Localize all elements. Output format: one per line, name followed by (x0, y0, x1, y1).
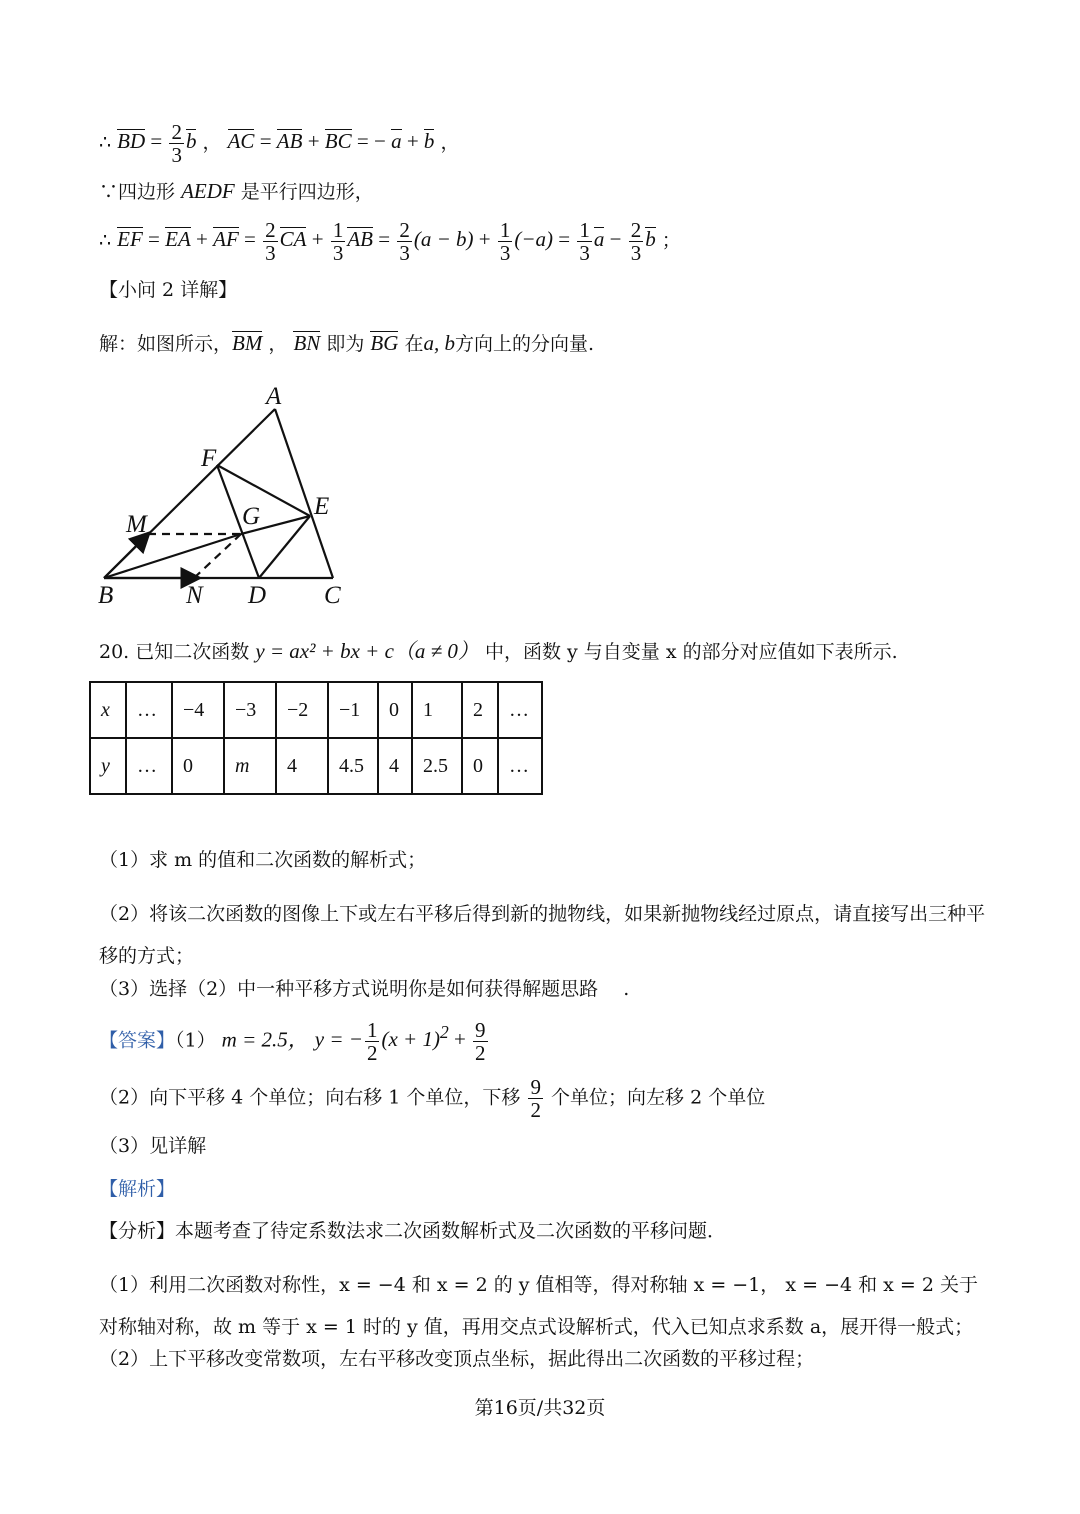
analysis-1: 【分析】本题考查了待定系数法求二次函数解析式及二次函数的平移问题． (99, 1220, 727, 1242)
comma: ， (202, 131, 222, 154)
analysis-3: （2）上下平移改变常数项，左右平移改变顶点坐标，据此得出二次函数的平移过程； (99, 1348, 815, 1370)
table-row-y (90, 738, 542, 794)
table-cell: … (126, 682, 172, 738)
frac-1-2: $\frac{1}{2}$ (366, 1018, 378, 1066)
minus: − (609, 227, 622, 252)
side-ab (104, 409, 275, 578)
frac-1-3: $\frac{1}{3}$ (499, 218, 511, 266)
label-a: A (266, 383, 282, 410)
frac-1-3: $\frac{1}{3}$ (332, 218, 344, 266)
label-b: B (98, 582, 114, 609)
label-f: F (201, 445, 217, 472)
x-plus-1: (x + 1) (381, 1027, 440, 1052)
line-ef (99, 219, 681, 264)
frac-1-3: $\frac{1}{3}$ (579, 218, 590, 266)
table-cell: … (126, 738, 172, 794)
page-footer: 第16页/共32页 (474, 1397, 606, 1419)
answer-tag: 【答案】 (99, 1029, 176, 1052)
side-ac (275, 409, 333, 578)
table-cell: 0 (378, 682, 412, 738)
vec-bg: BG (370, 331, 399, 355)
because-text: ∵四边形 (99, 181, 176, 203)
quad-name: AEDF (181, 179, 235, 203)
therefore-sign: ∴ (99, 229, 112, 252)
q20-pre: 20. 已知二次函数 (99, 641, 250, 663)
plus: + (307, 129, 320, 154)
y-eq: y = − (314, 1027, 363, 1052)
frac-2-3: $\frac{2}{3}$ (630, 218, 642, 266)
sub2-mid: 即为 (326, 333, 365, 355)
eq: = (150, 129, 163, 154)
table-cell: m (224, 738, 276, 794)
eq: = (378, 227, 391, 252)
table-cell: −1 (328, 682, 378, 738)
quadratic-expr: y = ax² + bx + c（a ≠ 0） (255, 639, 479, 663)
label-c: C (324, 582, 341, 609)
question-20 (99, 641, 898, 662)
table-cell: 4.5 (328, 738, 378, 794)
vec-bd: BD (117, 129, 146, 154)
line-bd-ac (99, 121, 459, 166)
vec-ca: CA (279, 227, 307, 252)
frac-2-3: $\frac{2}{3}$ (265, 218, 276, 266)
vec-ab: AB (276, 129, 303, 154)
vec-af: AF (213, 227, 239, 252)
eq: = (148, 227, 160, 252)
analysis-tag: 【解析】 (99, 1178, 176, 1200)
table-cell: … (498, 682, 542, 738)
segment-gn-dashed (194, 534, 241, 578)
table-cell: −2 (276, 682, 328, 738)
q20-post: 中，函数 y 与自变量 x 的部分对应值如下表所示. (484, 641, 898, 663)
table-cell: −4 (172, 682, 224, 738)
segment-ge (241, 516, 310, 534)
sub2-post1: 在 (404, 333, 424, 355)
segment-fe (217, 465, 310, 516)
plus: + (311, 227, 324, 252)
plus: + (196, 227, 208, 252)
table-row-x (90, 682, 542, 738)
sub2-heading: 【小问 2 详解】 (99, 279, 238, 301)
table-cell: 2.5 (412, 738, 462, 794)
analysis-2: （1）利用二次函数对称性，x = −4 和 x = 2 的 y 值相等，得对称轴 x = −1， x = −4 和 x = 2 关于对称轴对称，故 m 等于 x = 1 时的 y 值，再用交点式设解析式，代入已知点求系数 a，展开得一般式； (99, 1274, 978, 1338)
vec-a: a (391, 129, 402, 154)
line-parallelogram (99, 181, 374, 202)
label-g: G (242, 503, 261, 530)
comma: ， (268, 333, 288, 355)
sub2-post2: 方向上的分向量. (454, 333, 595, 355)
table-cell: y (90, 738, 126, 794)
answer-3: （3）见详解 (99, 1135, 207, 1157)
segment-fd (217, 465, 259, 578)
vec-ab: AB (347, 227, 373, 252)
table-cell: 4 (276, 738, 328, 794)
table-cell: 2 (462, 682, 498, 738)
vec-bm: BM (232, 331, 263, 355)
segment-bg (104, 534, 241, 578)
vec-bc: BC (324, 129, 352, 154)
therefore-sign: ∴ (99, 131, 112, 154)
eq-minus: = − (356, 129, 386, 154)
frac-9-2: $\frac{9}{2}$ (475, 1018, 486, 1066)
a-minus-b: (a − b) (413, 227, 474, 252)
minus-a: (−a) (514, 227, 554, 252)
plus: + (406, 129, 419, 154)
vec-ac: AC (227, 129, 255, 154)
table-cell: 0 (462, 738, 498, 794)
vec-b: b (423, 129, 435, 154)
table-cell: … (498, 738, 542, 794)
table-cell: x (90, 682, 126, 738)
vec-b: b (645, 227, 656, 252)
vector-bm (104, 534, 148, 578)
vec-a: a (593, 227, 605, 252)
value-table (89, 681, 543, 795)
frac-2-3: $\frac{2}{3}$ (171, 120, 182, 168)
vec-b: b (185, 129, 197, 154)
label-n: N (186, 582, 203, 609)
answer-1-pre: （1） (175, 1029, 216, 1052)
vec-a-b: a, b (423, 331, 455, 355)
label-e: E (314, 493, 330, 520)
m-value: m = 2.5， (221, 1027, 309, 1052)
table-cell: −3 (224, 682, 276, 738)
eq: = (558, 227, 571, 252)
sub2-pre: 解：如图所示， (99, 333, 233, 355)
vec-ef: EF (117, 227, 143, 252)
eq: = (259, 129, 272, 154)
table-cell: 4 (378, 738, 412, 794)
table-cell: 1 (412, 682, 462, 738)
eq: = (244, 227, 256, 252)
sub-question-3: （3）选择（2）中一种平移方式说明你是如何获得解题思路 . (99, 978, 630, 1000)
is-parallelogram-text: 是平行四边形， (240, 181, 374, 203)
frac-2-3: $\frac{2}{3}$ (399, 218, 410, 266)
table-cell: 0 (172, 738, 224, 794)
label-d: D (248, 582, 267, 609)
vec-ea: EA (165, 227, 191, 252)
answer-2 (99, 1076, 765, 1121)
answer-1: 【答案】（1） m = 2.5， y = − $\frac{1}{2}$ $(x + 1)^2$ + $\frac{9}{2}$ (99, 1018, 486, 1066)
square-exp: 2 (439, 1022, 449, 1043)
plus: + (478, 227, 491, 252)
semicolon: ； (661, 229, 681, 252)
answer-2-pre: （2）向下平移 4 个单位；向右移 1 个单位，下移 (99, 1086, 521, 1109)
segment-ed (259, 516, 310, 578)
answer-2-post: 个单位；向左移 2 个单位 (551, 1086, 766, 1109)
sub-question-2: （2）将该二次函数的图像上下或左右平移后得到新的抛物线，如果新抛物线经过原点，请直接写出三种平移的方式； (99, 903, 986, 967)
frac-9-2: $\frac{9}{2}$ (530, 1075, 541, 1123)
label-m: M (126, 511, 147, 538)
vec-bn: BN (293, 331, 321, 355)
sub-question-1: （1）求 m 的值和二次函数的解析式； (99, 849, 427, 871)
comma: ， (440, 131, 460, 154)
sub2-text (99, 331, 594, 354)
